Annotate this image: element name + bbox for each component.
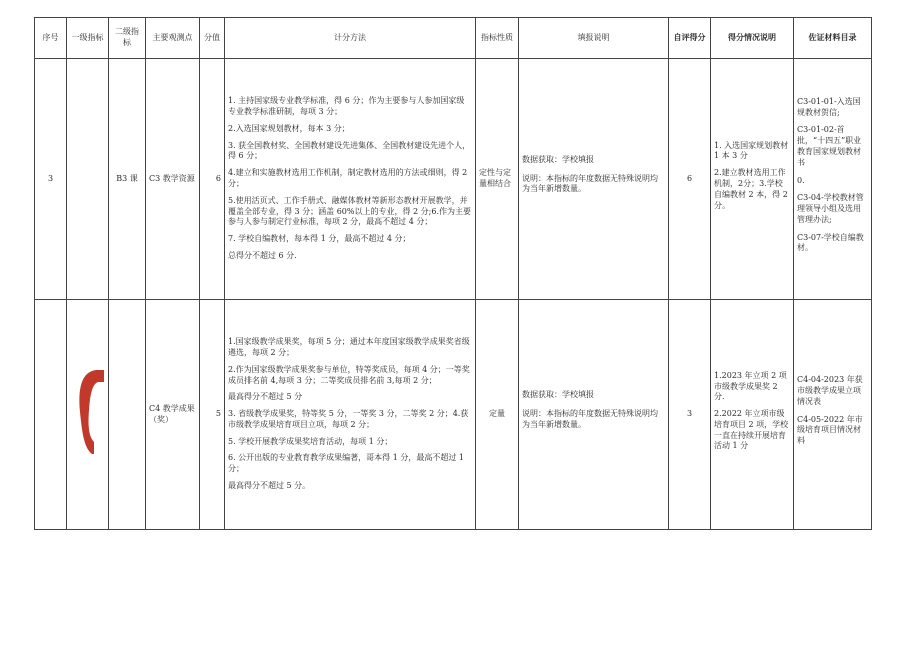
header-observation: 主要观测点 xyxy=(146,18,200,59)
cell-fill xyxy=(519,300,669,530)
cell-score-desc xyxy=(711,300,794,530)
method-item: 2.入选国家规划教材，每本 3 分； xyxy=(228,123,350,133)
header-method: 计分方法 xyxy=(225,18,476,59)
header-seq: 序号 xyxy=(35,18,67,59)
score-desc-item: 1. 入选国家规划教材 1 本 3 分 xyxy=(714,140,789,161)
red-mark-graphic xyxy=(70,362,106,462)
method-item: 5.使用活页式、工作手册式、融媒体教材等新形态教材开展教学，并覆盖全部专业，得 3 分；涵盖 60%以上的专业，得 2 分;6.作为主要参与人参与制定行业标准，每项 2 分，最高不超过 4 分； xyxy=(228,195,472,227)
score-desc-item: 2.建立教材选用工作机制，2分；3.学校自编教材 2 本，得 2分。 xyxy=(714,168,788,210)
method-item: 5. 学校开展教学成果奖培育活动，每项 1 分； xyxy=(228,436,393,446)
fill-item: 说明：本指标的年度数据无特殊说明均为当年新增数量。 xyxy=(522,409,658,429)
header-score-desc: 得分情况说明 xyxy=(711,18,794,59)
cell-nature: 定量 xyxy=(476,300,519,530)
cell-materials xyxy=(794,300,872,530)
header-materials: 佐证材料目录 xyxy=(794,18,872,59)
material-item: C3-01-01-入选国规教材贺信; xyxy=(797,96,861,117)
score-desc-item: 1.2023 年立项 2 项市级教学成果奖 2 分. xyxy=(714,370,787,402)
table-row xyxy=(35,300,872,530)
score-desc-item: 2.2022 年立项市级培育项目 2 项，学校一直在持续开展培育活动 1 分 xyxy=(714,409,789,451)
fill-item: 数据获取：学校填报 xyxy=(522,390,594,400)
cell-score: 5 xyxy=(200,300,225,530)
cell-score: 6 xyxy=(200,59,225,300)
header-nature: 指标性质 xyxy=(476,18,519,59)
cell-level1 xyxy=(67,300,109,530)
fill-item: 数据获取：学校填报 xyxy=(522,154,594,164)
method-item: 最高得分不超过 5 分 xyxy=(228,392,303,402)
method-item: 4.建立和实施教材选用工作机制，制定教材选用的方法或细则，得 2 分； xyxy=(228,168,468,188)
cell-level2 xyxy=(109,300,146,530)
method-item: 6. 公开出版的专业教育教学成果编著，哥本得 1 分，最高不超过 1 分； xyxy=(228,453,464,474)
table-row xyxy=(35,59,872,300)
method-item: 7. 学校自编教材，每本得 1 分，最高不超过 4 分； xyxy=(228,234,411,244)
cell-score-desc xyxy=(711,59,794,300)
header-level2: 二级指标 xyxy=(109,18,146,59)
header-self-score: 自评得分 xyxy=(669,18,711,59)
material-item: C3-01-02-首批，“十四五”职业教育国家规划教材书 xyxy=(797,125,862,167)
method-item: 最高得分不超过 5 分。 xyxy=(228,481,311,491)
header-score: 分值 xyxy=(200,18,225,59)
header-fill: 填报说明 xyxy=(519,18,669,59)
cell-level1 xyxy=(67,59,109,300)
material-item: C4-05-2022 年市级培育项目情况材料 xyxy=(797,414,863,446)
cell-method xyxy=(225,59,476,300)
material-item: C3-04-学校教材管理领导小组及选用管理办法; xyxy=(797,193,864,224)
method-item: 3. 获全国教材奖、全国教材建设先进集体、全国教材建设先进个人，得 6 分； xyxy=(228,140,471,161)
cell-observation: C3 教学资源 xyxy=(146,59,200,300)
cell-level2: B3 课 xyxy=(109,59,146,300)
cell-self-score: 6 xyxy=(669,59,711,300)
cell-fill xyxy=(519,59,669,300)
cell-materials xyxy=(794,59,872,300)
material-item: C3-07-学校自编教材。 xyxy=(797,232,864,253)
header-level1: 一级指标 xyxy=(67,18,109,59)
method-item: 3. 省级教学成果奖，特等奖 5 分，一等奖 3 分，二等奖 2 分；4.获市级教学成果培育项目立项，每项 2 分； xyxy=(228,409,469,429)
cell-seq xyxy=(35,300,67,530)
cell-method xyxy=(225,300,476,530)
material-item: 0. xyxy=(797,175,805,185)
cell-nature: 定性与定量相结合 xyxy=(476,59,519,300)
method-item: 2.作为国家级教学成果奖参与单位，特等奖成员，每项 4 分；一等奖成员排名前 4,每项 3 分；二等奖成员排名前 3,每项 2 分； xyxy=(228,364,470,385)
fill-item: 说明：本指标的年度数据无特殊说明均为当年新增数量。 xyxy=(522,173,658,194)
cell-observation: C4 教学成果（奖） xyxy=(146,300,200,530)
header-row xyxy=(35,18,872,59)
cell-seq: 3 xyxy=(35,59,67,300)
evaluation-table xyxy=(34,17,872,530)
method-item: 1.国家级教学成果奖，每项 5 分；通过本年度国家级教学成果奖省级遴选，每项 2 分； xyxy=(228,337,470,357)
material-item: C4-04-2023 年获市级教学成果立项情况表 xyxy=(797,375,863,406)
cell-self-score: 3 xyxy=(669,300,711,530)
method-item: 1. 主持国家级专业教学标准，得 6 分；作为主要参与人参加国家级专业教学标准研制，每项 3 分； xyxy=(228,96,465,117)
method-item: 总得分不超过 6 分. xyxy=(228,250,297,260)
